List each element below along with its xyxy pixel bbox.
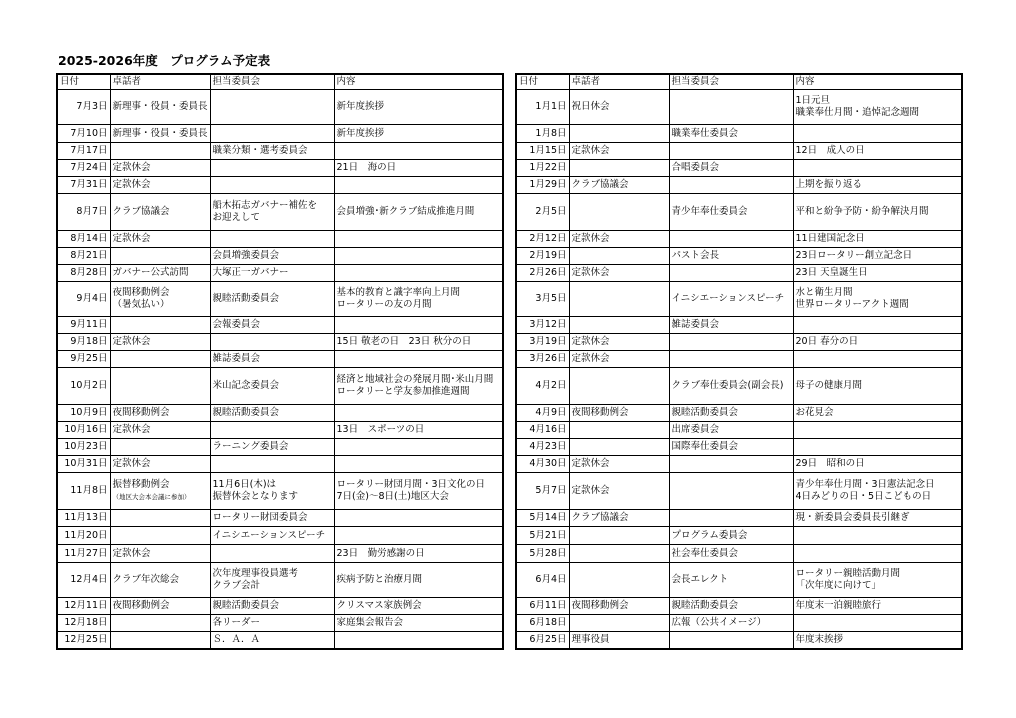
table-row (57, 334, 503, 351)
content-cell: お花見会 (793, 405, 962, 422)
committee-cell: パスト会長 (669, 248, 793, 265)
content-cell: 基本的教育と識字率向上月間 ロータリーの友の月間 (334, 282, 503, 317)
speaker-cell (110, 317, 210, 334)
committee-cell (210, 231, 334, 248)
content-cell: 13日 スポーツの日 (334, 422, 503, 439)
committee-cell: Ｓ．Ａ．Ａ (210, 632, 334, 649)
table-row (516, 527, 962, 545)
content-cell: 29日 昭和の日 (793, 456, 962, 473)
content-cell (334, 632, 503, 649)
table-row (57, 439, 503, 456)
table-row (57, 90, 503, 125)
content-cell: 平和と紛争予防・紛争解決月間 (793, 194, 962, 231)
table-row (57, 456, 503, 473)
committee-cell (210, 160, 334, 177)
speaker-cell: クラブ協議会 (569, 510, 669, 527)
date-cell: 4月2日 (516, 368, 569, 405)
table-row (57, 248, 503, 265)
date-cell: 10月31日 (57, 456, 110, 473)
date-cell: 3月12日 (516, 317, 569, 334)
date-cell: 1月8日 (516, 125, 569, 143)
content-cell (334, 265, 503, 282)
committee-cell: 親睦活動委員会 (669, 405, 793, 422)
date-cell: 6月25日 (516, 632, 569, 649)
date-cell: 3月19日 (516, 334, 569, 351)
date-cell: 11月13日 (57, 510, 110, 527)
committee-cell (210, 456, 334, 473)
content-cell (793, 615, 962, 632)
header-speaker: 卓話者 (110, 74, 210, 90)
date-cell: 7月3日 (57, 90, 110, 125)
table-row (516, 615, 962, 632)
table-row (516, 248, 962, 265)
speaker-cell: 理事役員 (569, 632, 669, 649)
speaker-cell: ガバナー公式訪問 (110, 265, 210, 282)
header-date: 日付 (57, 74, 110, 90)
committee-cell: 米山記念委員会 (210, 368, 334, 405)
content-cell: 青少年奉仕月間・3日憲法記念日 4日みどりの日・5日こどもの日 (793, 473, 962, 510)
left-header-row (57, 74, 503, 90)
table-row (57, 368, 503, 405)
committee-cell (669, 510, 793, 527)
date-cell: 2月5日 (516, 194, 569, 231)
date-cell: 11月27日 (57, 545, 110, 563)
committee-cell (669, 456, 793, 473)
committee-cell: 合唱委員会 (669, 160, 793, 177)
date-cell: 1月29日 (516, 177, 569, 194)
content-cell: 23日 勤労感謝の日 (334, 545, 503, 563)
speaker-cell: 祝日休会 (569, 90, 669, 125)
committee-cell: 会長エレクト (669, 563, 793, 598)
date-cell: 1月22日 (516, 160, 569, 177)
table-row (516, 368, 962, 405)
content-cell (334, 439, 503, 456)
speaker-cell: 新理事・役員・委員長 (110, 90, 210, 125)
table-row (57, 405, 503, 422)
content-cell: 水と衛生月間 世界ロータリーアクト週間 (793, 282, 962, 317)
speaker-cell (110, 351, 210, 368)
content-cell (334, 527, 503, 545)
date-cell: 10月2日 (57, 368, 110, 405)
table-row (516, 317, 962, 334)
speaker-cell (110, 527, 210, 545)
committee-cell (210, 90, 334, 125)
speaker-cell: 定款休会 (110, 231, 210, 248)
committee-cell: 大塚正一ガバナー (210, 265, 334, 282)
speaker-cell: クラブ年次総会 (110, 563, 210, 598)
table-row (57, 125, 503, 143)
content-cell: 現・新委員会委員長引継ぎ (793, 510, 962, 527)
date-cell: 4月16日 (516, 422, 569, 439)
table-row (57, 351, 503, 368)
date-cell: 7月10日 (57, 125, 110, 143)
table-row (57, 615, 503, 632)
committee-cell: クラブ奉仕委員会(副会長) (669, 368, 793, 405)
committee-cell: 次年度理事役員選考 クラブ会計 (210, 563, 334, 598)
content-cell: 11日建国記念日 (793, 231, 962, 248)
table-row (57, 545, 503, 563)
speaker-cell: 定款休会 (569, 473, 669, 510)
table-row (57, 317, 503, 334)
date-cell: 7月24日 (57, 160, 110, 177)
table-row (516, 545, 962, 563)
content-cell (793, 351, 962, 368)
date-cell: 5月28日 (516, 545, 569, 563)
date-cell: 2月19日 (516, 248, 569, 265)
date-cell: 5月21日 (516, 527, 569, 545)
table-row (516, 473, 962, 510)
table-row (516, 177, 962, 194)
speaker-cell (569, 160, 669, 177)
content-cell: 23日 天皇誕生日 (793, 265, 962, 282)
content-cell: 20日 春分の日 (793, 334, 962, 351)
date-cell: 9月18日 (57, 334, 110, 351)
date-cell: 10月9日 (57, 405, 110, 422)
speaker-cell (569, 563, 669, 598)
speaker-cell: 定款休会 (110, 160, 210, 177)
content-cell: 年度末挨拶 (793, 632, 962, 649)
content-cell (334, 456, 503, 473)
content-cell: 家庭集会報告会 (334, 615, 503, 632)
date-cell: 1月15日 (516, 143, 569, 160)
date-cell: 9月11日 (57, 317, 110, 334)
content-cell: 経済と地域社会の発展月間･米山月間 ロータリーと学友参加推進週間 (334, 368, 503, 405)
table-row (516, 90, 962, 125)
speaker-cell: 夜間移動例会 (569, 405, 669, 422)
content-cell (793, 545, 962, 563)
table-row (57, 143, 503, 160)
table-row (516, 265, 962, 282)
speaker-cell (569, 422, 669, 439)
speaker-cell (110, 143, 210, 160)
content-cell (334, 510, 503, 527)
table-row (516, 439, 962, 456)
content-cell: 21日 海の日 (334, 160, 503, 177)
date-cell: 1月1日 (516, 90, 569, 125)
content-cell (334, 317, 503, 334)
committee-cell: 親睦活動委員会 (210, 282, 334, 317)
committee-cell: イニシエーションスピーチ (210, 527, 334, 545)
content-cell (793, 160, 962, 177)
speaker-cell: クラブ協議会 (569, 177, 669, 194)
date-cell: 11月8日 (57, 473, 110, 510)
table-row (516, 334, 962, 351)
speaker-cell: 定款休会 (110, 422, 210, 439)
speaker-cell: 夜間移動例会 (110, 405, 210, 422)
table-row (57, 632, 503, 649)
committee-cell: 雑誌委員会 (669, 317, 793, 334)
header-content: 内容 (334, 74, 503, 90)
table-row (57, 177, 503, 194)
committee-cell (669, 143, 793, 160)
table-row (516, 160, 962, 177)
committee-cell: ロータリー財団委員会 (210, 510, 334, 527)
content-cell: 年度末一泊親睦旅行 (793, 598, 962, 615)
date-cell: 6月4日 (516, 563, 569, 598)
date-cell: 9月25日 (57, 351, 110, 368)
right-header-row (516, 74, 962, 90)
speaker-cell: 定款休会 (110, 545, 210, 563)
date-cell: 4月23日 (516, 439, 569, 456)
committee-cell: プログラム委員会 (669, 527, 793, 545)
table-row (57, 527, 503, 545)
speaker-cell (569, 248, 669, 265)
speaker-cell: 定款休会 (569, 265, 669, 282)
committee-cell: 各リーダー (210, 615, 334, 632)
speaker-cell (569, 615, 669, 632)
content-cell (334, 248, 503, 265)
table-row (57, 265, 503, 282)
date-cell: 4月9日 (516, 405, 569, 422)
committee-cell: 11月6日(木)は 振替休会となります (210, 473, 334, 510)
date-cell: 3月5日 (516, 282, 569, 317)
table-row (516, 143, 962, 160)
speaker-cell: 定款休会 (569, 143, 669, 160)
committee-cell (210, 334, 334, 351)
content-cell: ロータリー親睦活動月間 「次年度に向けて」 (793, 563, 962, 598)
committee-cell (210, 545, 334, 563)
content-cell: 新年度挨拶 (334, 125, 503, 143)
header-content: 内容 (793, 74, 962, 90)
speaker-cell (110, 632, 210, 649)
schedule-table-left (56, 73, 504, 650)
table-row (57, 422, 503, 439)
content-cell (334, 143, 503, 160)
date-cell: 5月14日 (516, 510, 569, 527)
committee-cell: 雑誌委員会 (210, 351, 334, 368)
speaker-cell: 振替移動例会 （地区大会本会議に参加） (110, 473, 210, 510)
content-cell (793, 317, 962, 334)
table-row (57, 473, 503, 510)
speaker-cell: 定款休会 (569, 351, 669, 368)
date-cell: 10月23日 (57, 439, 110, 456)
committee-cell: 会員増強委員会 (210, 248, 334, 265)
table-row (516, 351, 962, 368)
speaker-cell (569, 439, 669, 456)
committee-cell: 船木拓志ガバナー補佐を お迎えして (210, 194, 334, 231)
content-cell: 12日 成人の日 (793, 143, 962, 160)
speaker-cell (569, 368, 669, 405)
date-cell: 6月18日 (516, 615, 569, 632)
date-cell: 12月4日 (57, 563, 110, 598)
table-row (516, 231, 962, 248)
committee-cell: イニシエーションスピーチ (669, 282, 793, 317)
date-cell: 12月11日 (57, 598, 110, 615)
table-row (516, 282, 962, 317)
date-cell: 4月30日 (516, 456, 569, 473)
committee-cell: 青少年奉仕委員会 (669, 194, 793, 231)
content-cell (793, 527, 962, 545)
speaker-cell: 夜間移動例会 （暑気払い） (110, 282, 210, 317)
committee-cell (669, 231, 793, 248)
speaker-cell (569, 527, 669, 545)
date-cell: 5月7日 (516, 473, 569, 510)
speaker-cell (110, 368, 210, 405)
content-cell (793, 125, 962, 143)
table-row (516, 510, 962, 527)
speaker-cell (569, 282, 669, 317)
speaker-cell (569, 125, 669, 143)
committee-cell: 職業分類・選考委員会 (210, 143, 334, 160)
table-row (57, 194, 503, 231)
date-cell: 7月31日 (57, 177, 110, 194)
table-row (57, 598, 503, 615)
committee-cell (669, 351, 793, 368)
committee-cell (669, 265, 793, 282)
speaker-cell (110, 510, 210, 527)
date-cell: 2月26日 (516, 265, 569, 282)
content-cell: 15日 敬老の日 23日 秋分の日 (334, 334, 503, 351)
content-cell (334, 405, 503, 422)
committee-cell (669, 177, 793, 194)
table-row (516, 125, 962, 143)
speaker-cell: 定款休会 (110, 456, 210, 473)
committee-cell: ラーニング委員会 (210, 439, 334, 456)
speaker-cell (110, 615, 210, 632)
date-cell: 8月21日 (57, 248, 110, 265)
committee-cell (210, 125, 334, 143)
table-row (57, 282, 503, 317)
content-cell: ロータリー財団月間・3日文化の日 7日(金)～8日(土)地区大会 (334, 473, 503, 510)
date-cell: 8月28日 (57, 265, 110, 282)
date-cell: 3月26日 (516, 351, 569, 368)
date-cell: 2月12日 (516, 231, 569, 248)
content-cell (334, 351, 503, 368)
speaker-cell: 定款休会 (569, 456, 669, 473)
committee-cell (210, 422, 334, 439)
date-cell: 7月17日 (57, 143, 110, 160)
table-row (57, 231, 503, 248)
speaker-cell: クラブ協議会 (110, 194, 210, 231)
table-row (57, 510, 503, 527)
table-row (57, 563, 503, 598)
speaker-cell (110, 248, 210, 265)
table-row (516, 405, 962, 422)
header-speaker: 卓話者 (569, 74, 669, 90)
table-row (516, 456, 962, 473)
header-date: 日付 (516, 74, 569, 90)
date-cell: 8月14日 (57, 231, 110, 248)
header-committee: 担当委員会 (669, 74, 793, 90)
committee-cell: 会報委員会 (210, 317, 334, 334)
content-cell: クリスマス家族例会 (334, 598, 503, 615)
committee-cell (669, 334, 793, 351)
content-cell: 23日ロータリー創立記念日 (793, 248, 962, 265)
content-cell: 新年度挨拶 (334, 90, 503, 125)
committee-cell: 親睦活動委員会 (669, 598, 793, 615)
table-row (516, 563, 962, 598)
content-cell: 疾病予防と治療月間 (334, 563, 503, 598)
committee-cell (669, 473, 793, 510)
committee-cell (669, 90, 793, 125)
speaker-cell: 定款休会 (110, 334, 210, 351)
speaker-cell (569, 317, 669, 334)
speaker-cell: 夜間移動例会 (110, 598, 210, 615)
content-cell (793, 439, 962, 456)
content-cell: 上期を振り返る (793, 177, 962, 194)
page-title: 2025-2026年度 プログラム予定表 (58, 53, 271, 68)
content-cell: 会員増強･新クラブ結成推進月間 (334, 194, 503, 231)
content-cell (793, 422, 962, 439)
committee-cell: 社会奉仕委員会 (669, 545, 793, 563)
table-row (516, 194, 962, 231)
committee-cell (669, 632, 793, 649)
table-row (57, 160, 503, 177)
content-cell (334, 177, 503, 194)
content-cell (334, 231, 503, 248)
date-cell: 6月11日 (516, 598, 569, 615)
committee-cell: 親睦活動委員会 (210, 405, 334, 422)
content-cell: 母子の健康月間 (793, 368, 962, 405)
table-row (516, 422, 962, 439)
table-row (516, 632, 962, 649)
speaker-cell (569, 194, 669, 231)
content-cell: 1日元旦 職業奉仕月間・追悼記念週間 (793, 90, 962, 125)
speaker-cell (110, 439, 210, 456)
date-cell: 9月4日 (57, 282, 110, 317)
committee-cell: 広報（公共イメージ） (669, 615, 793, 632)
speaker-cell: 夜間移動例会 (569, 598, 669, 615)
speaker-cell (569, 545, 669, 563)
speaker-cell: 新理事・役員・委員長 (110, 125, 210, 143)
header-committee: 担当委員会 (210, 74, 334, 90)
committee-cell: 国際奉仕委員会 (669, 439, 793, 456)
speaker-cell: 定款休会 (110, 177, 210, 194)
date-cell: 8月7日 (57, 194, 110, 231)
date-cell: 12月25日 (57, 632, 110, 649)
date-cell: 11月20日 (57, 527, 110, 545)
date-cell: 12月18日 (57, 615, 110, 632)
speaker-cell: 定款休会 (569, 231, 669, 248)
committee-cell: 出席委員会 (669, 422, 793, 439)
committee-cell: 親睦活動委員会 (210, 598, 334, 615)
table-row (516, 598, 962, 615)
committee-cell (210, 177, 334, 194)
committee-cell: 職業奉仕委員会 (669, 125, 793, 143)
date-cell: 10月16日 (57, 422, 110, 439)
speaker-cell: 定款休会 (569, 334, 669, 351)
schedule-table-right (515, 73, 963, 650)
